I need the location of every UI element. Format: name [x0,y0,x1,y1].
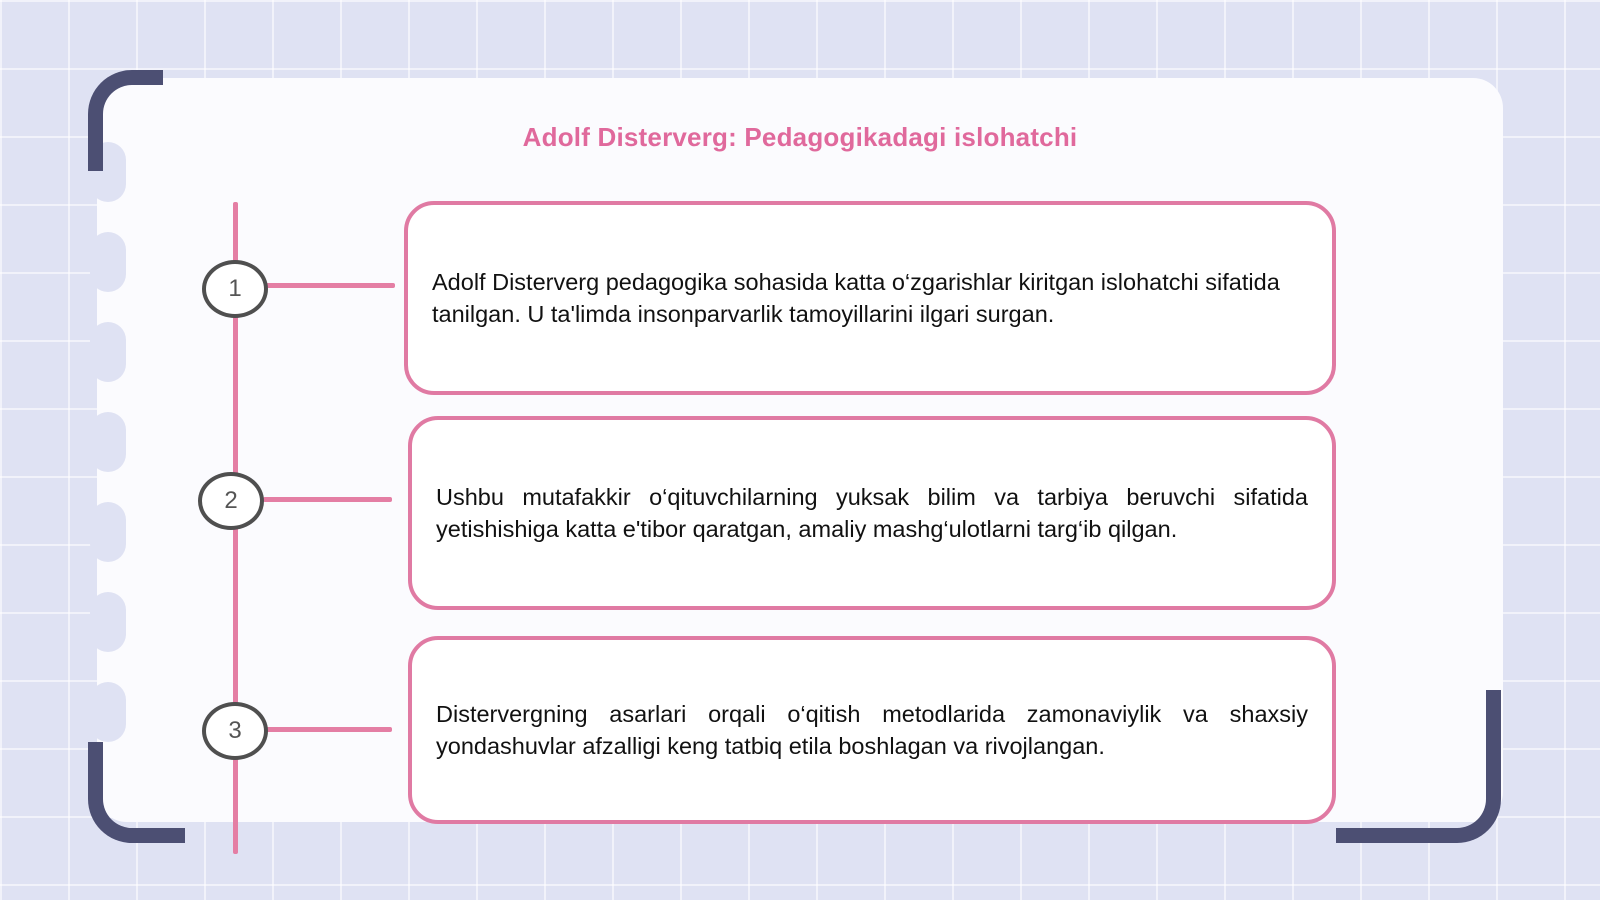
card-edge-scallop [90,682,126,742]
step-text: Ushbu mutafakkir o‘qituvchilarning yuksak bilim va tarbiya beruvchi sifatida yetishishiga katta e'tibor qaratgan, amaliy mashg‘ulotlarni targ‘ib qilgan. [436,484,1308,542]
frame-corner-bottom-left [88,742,185,843]
card-edge-scallop [90,502,126,562]
frame-corner-top-left [88,70,163,171]
slide-title: Adolf Disterverg: Pedagogikadagi islohatchi [522,122,1078,152]
card-edge-scallop [90,592,126,652]
step-text: Adolf Disterverg pedagogika sohasida katta o‘zgarishlar kiritgan islohatchi sifatida tanilgan. U ta'limda insonparvarlik tamoyillarini ilgari surgan. [432,269,1280,327]
step-box [408,636,1336,824]
timeline-connector [266,283,395,288]
card-edge-scallop [90,232,126,292]
step-number-circle: 1 [202,260,268,318]
step-box [404,201,1336,395]
step-text: Distervergning asarlari orqali o‘qitish metodlarida zamonaviylik va shaxsiy yondashuvlar afzalligi keng tatbiq etila boshlagan va rivojlangan. [436,701,1308,759]
step-box [408,416,1336,610]
step-number-circle: 3 [202,702,268,760]
frame-corner-bottom-right [1336,690,1501,843]
step-number-circle: 2 [198,472,264,530]
timeline-connector [263,497,392,502]
card-edge-scallop [90,322,126,382]
timeline-connector [266,727,392,732]
card-edge-scallop [90,412,126,472]
